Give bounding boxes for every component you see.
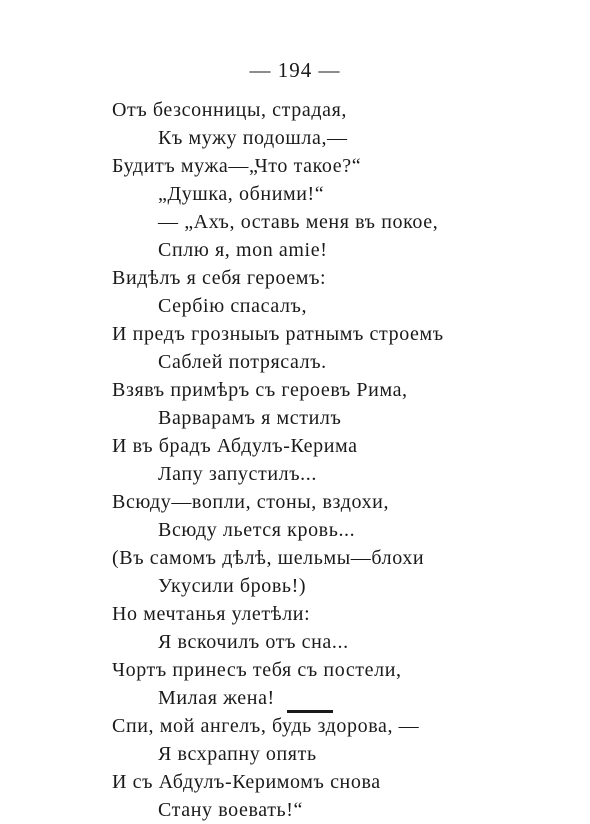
poem-line: Я всхрапну опять [158,743,317,765]
poem-line: Укусили бровь!) [158,575,307,597]
poem-line: Видѣлъ я себя героемъ: [112,267,327,289]
poem-line: И съ Абдулъ-Керимомъ снова [112,771,381,793]
poem-line: И предъ грозныыъ ратнымъ строемъ [112,323,444,345]
poem-line: Стану воевать!“ [158,799,304,821]
poem-line: Я вскочилъ отъ сна... [158,631,349,653]
poem-line: Къ мужу подошла,— [158,127,348,149]
poem-line: „Душка, обними!“ [158,183,325,205]
poem-line: Милая жена! [158,687,275,709]
poem-line: Спи, мой ангелъ, будь здорова, — [112,715,420,737]
page-number: — 194 — [249,58,341,82]
poem-line: Отъ безсонницы, страдая, [112,99,347,121]
poem-line: Но мечтанья улетѣли: [112,603,311,625]
poem-line: Сплю я, mon amie! [158,239,328,261]
poem-line: Всюду льется кровь... [158,519,356,541]
poem-line: Всюду—вопли, стоны, вздохи, [112,491,390,513]
poem-line: — „Ахъ, оставь меня въ покое, [158,211,439,233]
poem-line: (Въ самомъ дѣлѣ, шельмы—блохи [112,547,425,569]
poem-line: Сербію спасалъ, [158,295,308,317]
poem-line: Варварамъ я мстилъ [158,407,342,429]
poem-line: Будитъ мужа—„Что такое?“ [112,155,362,177]
poem-line: Чортъ принесъ тебя съ постели, [112,659,402,681]
end-rule-divider [287,710,333,713]
poem-line: И въ брадъ Абдулъ-Керима [112,435,358,457]
poem-line: Лапу запустилъ... [158,463,317,485]
poem-line: Взявъ примѣръ съ героевъ Рима, [112,379,408,401]
poem-text [112,96,572,824]
poem-line: Саблей потрясалъ. [158,351,327,373]
